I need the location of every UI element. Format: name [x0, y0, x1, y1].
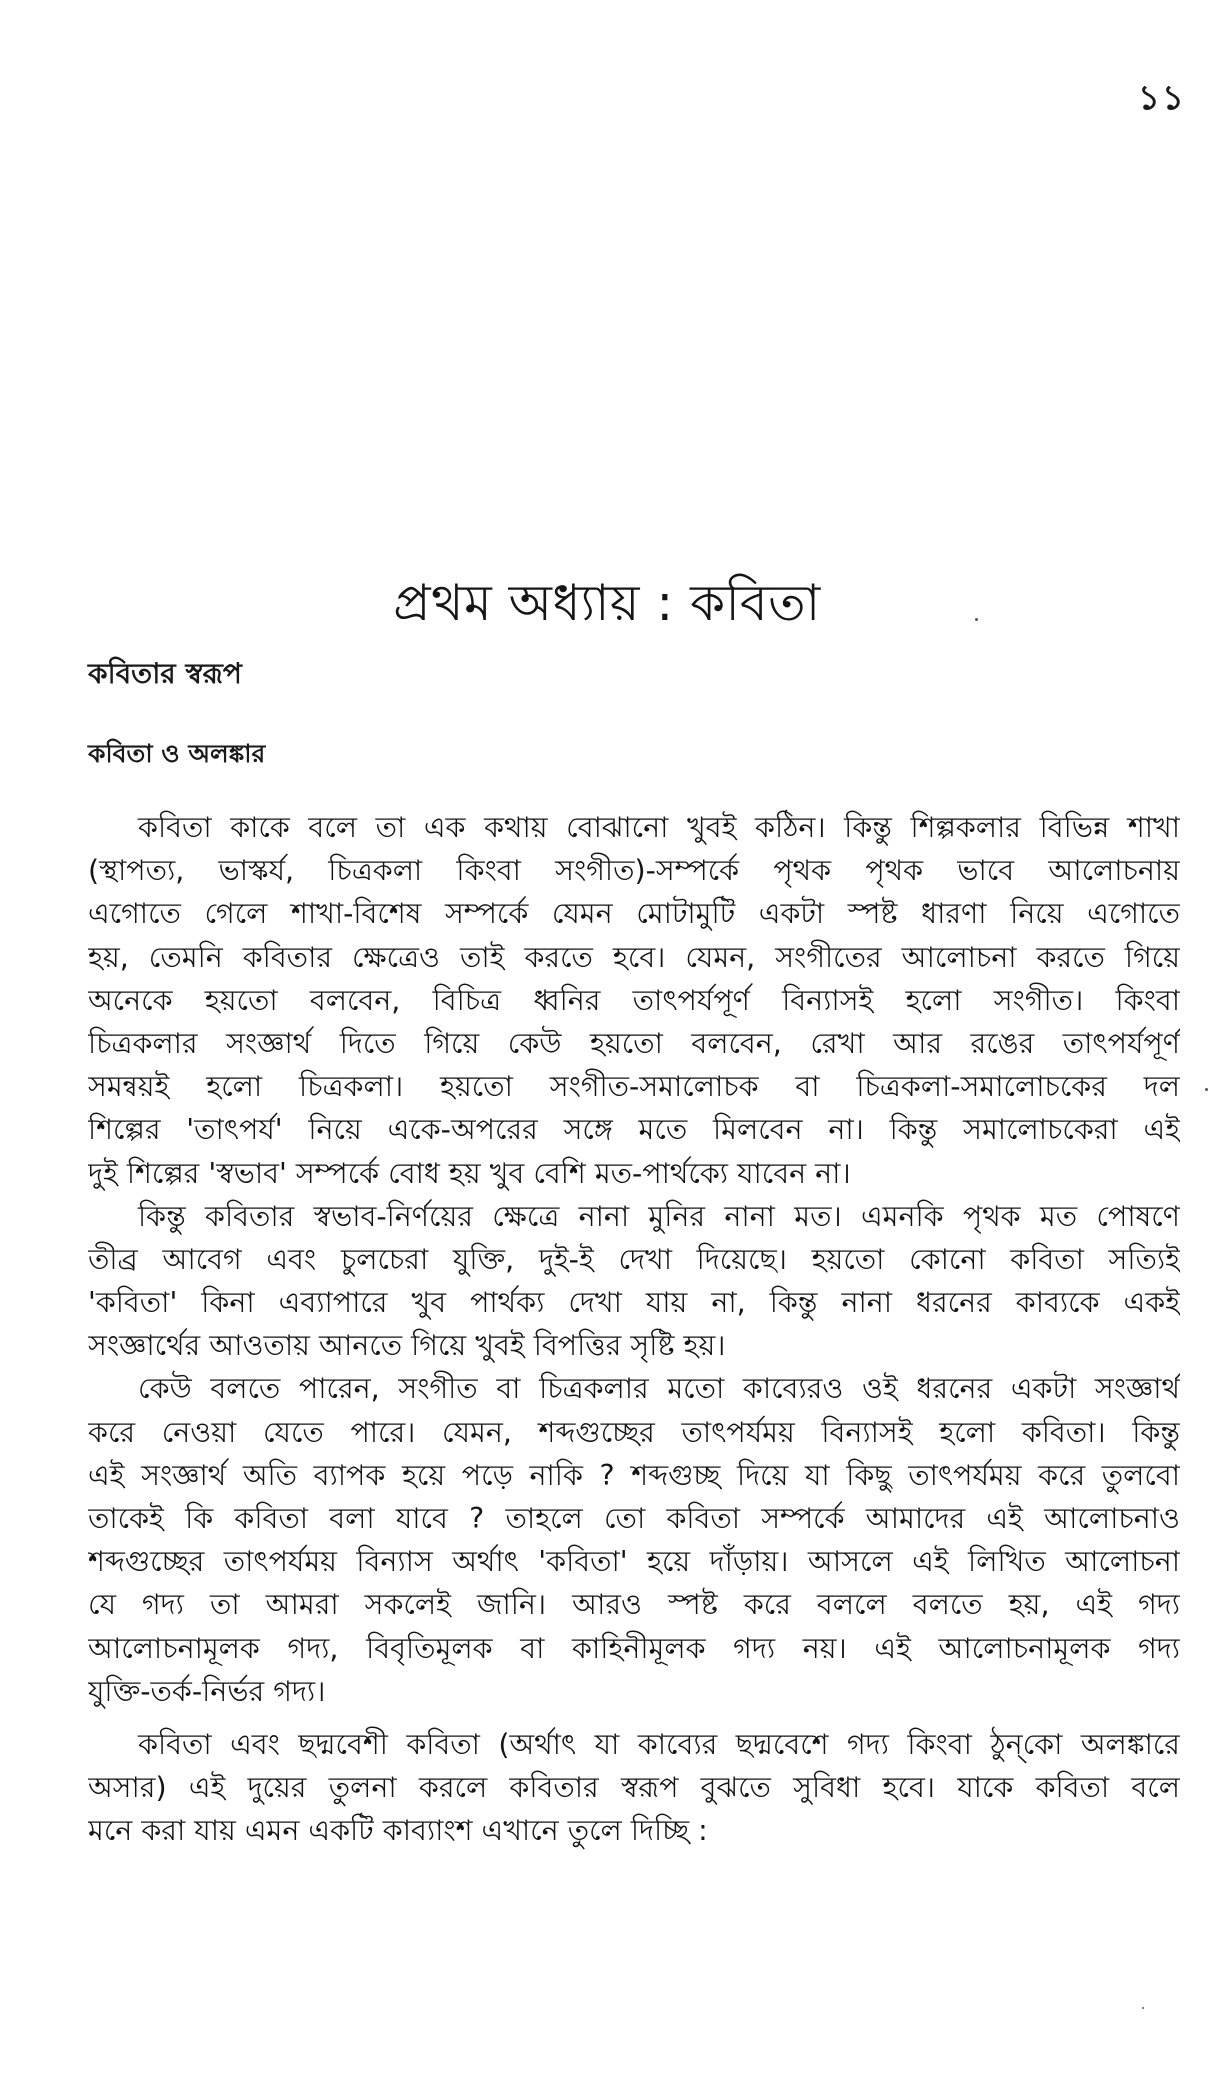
text-line: দুই শিল্পের 'স্বভাব' সম্পর্কে বোধ হয় খুব বেশি মত-পার্থক্যে যাবেন না। [88, 1156, 851, 1190]
scan-speck [1205, 1088, 1208, 1091]
text-line: চিত্রকলার সংজ্ঞার্থ দিতে গিয়ে কেউ হয়তো বলবেন, রেখা আর রঙের তাৎপর্যপূর্ণ [88, 1026, 1180, 1060]
text-line: তীব্র আবেগ এবং চুলচেরা যুক্তি, দুই-ই দেখা দিয়েছে। হয়তো কোনো কবিতা সত্যিই [88, 1242, 1180, 1276]
text-line: কবিতা কাকে বলে তা এক কথায় বোঝানো খুবই কঠিন। কিন্তু শিল্পকলার বিভিন্ন শাখা [138, 811, 1180, 844]
text-line: সমন্বয়ই হলো চিত্রকলা। হয়তো সংগীত-সমালোচক বা চিত্রকলা-সমালোচকের দল [88, 1070, 1180, 1104]
text-line: তাকেই কি কবিতা বলা যাবে ? তাহলে তো কবিতা সম্পর্কে আমাদের এই আলোচনাও [88, 1502, 1180, 1535]
page-number: ১১ [1137, 78, 1186, 118]
text-line: যুক্তি-তর্ক-নির্ভর গদ্য। [88, 1674, 326, 1708]
text-line: এগোতে গেলে শাখা-বিশেষ সম্পর্কে যেমন মোটামুটি একটা স্পষ্ট ধারণা নিয়ে এগোতে [88, 897, 1180, 931]
text-line: কিন্তু কবিতার স্বভাব-নির্ণয়ের ক্ষেত্রে নানা মুনির নানা মত। এমনকি পৃথক মত পোষণে [138, 1199, 1180, 1233]
paragraph [88, 1723, 1180, 1853]
subsection-heading: কবিতা ও অলঙ্কার [88, 739, 266, 768]
text-line: করে নেওয়া যেতে পারে। যেমন, শব্দগুচ্ছের তাৎপর্যময় বিন্যাসই হলো কবিতা। কিন্তু [88, 1415, 1180, 1449]
paragraph [88, 806, 1180, 1195]
text-line: (স্থাপত্য, ভাস্কর্য, চিত্রকলা কিংবা সংগীত)-সম্পর্কে পৃথক পৃথক ভাবে আলোচনায় [88, 854, 1180, 888]
text-line: যে গদ্য তা আমরা সকলেই জানি। আরও স্পষ্ট করে বললে বলতে হয়, এই গদ্য [88, 1588, 1180, 1622]
text-line: কবিতা এবং ছদ্মবেশী কবিতা (অর্থাৎ যা কাব্যের ছদ্মবেশে গদ্য কিংবা ঠুন্‌কো অলঙ্কারে [138, 1727, 1180, 1761]
text-line: হয়, তেমনি কবিতার ক্ষেত্রেও তাই করতে হবে। যেমন, সংগীতের আলোচনা করতে গিয়ে [88, 940, 1180, 974]
section-heading: কবিতার স্বরূপ [88, 657, 242, 690]
body-text [88, 806, 1180, 1853]
text-line: অসার) এই দুয়ের তুলনা করলে কবিতার স্বরূপ বুঝতে সুবিধা হবে। যাকে কবিতা বলে [88, 1771, 1180, 1805]
text-line: শব্দগুচ্ছের তাৎপর্যময় বিন্যাস অর্থাৎ 'কবিতা' হয়ে দাঁড়ায়। আসলে এই লিখিত আলোচনা [88, 1545, 1180, 1579]
text-line: শিল্পের 'তাৎপর্য' নিয়ে একে-অপরের সঙ্গে মতে মিলবেন না। কিন্তু সমালোচকেরা এই [88, 1113, 1180, 1147]
paragraph-gap [88, 1713, 1180, 1723]
text-line: সংজ্ঞার্থের আওতায় আনতে গিয়ে খুবই বিপত্তির সৃষ্টি হয়। [88, 1329, 726, 1363]
chapter-title: প্রথম অধ্যায় : কবিতা [393, 573, 821, 632]
text-line: 'কবিতা' কিনা এব্যাপারে খুব পার্থক্য দেখা যায় না, কিন্তু নানা ধরনের কাব্যকে একই [88, 1286, 1180, 1320]
text-line: কেউ বলতে পারেন, সংগীত বা চিত্রকলার মতো কাব্যেরও ওই ধরনের একটা সংজ্ঞার্থ [138, 1372, 1180, 1406]
text-line: আলোচনামূলক গদ্য, বিবৃতিমূলক বা কাহিনীমূলক গদ্য নয়। এই আলোচনামূলক গদ্য [88, 1631, 1180, 1665]
text-line: অনেকে হয়তো বলবেন, বিচিত্র ধ্বনির তাৎপর্যপূর্ণ বিন্যাসই হলো সংগীত। কিংবা [88, 983, 1180, 1017]
paragraph [88, 1367, 1180, 1713]
paragraph [88, 1195, 1180, 1368]
text-line: মনে করা যায় এমন একটি কাব্যাংশ এখানে তুলে দিচ্ছি : [88, 1814, 708, 1848]
scan-speck [975, 618, 978, 621]
scan-speck [1142, 2007, 1144, 2009]
text-line: এই সংজ্ঞার্থ অতি ব্যাপক হয়ে পড়ে নাকি ? শব্দগুচ্ছ দিয়ে যা কিছু তাৎপর্যময় করে তুলবো [88, 1458, 1180, 1492]
